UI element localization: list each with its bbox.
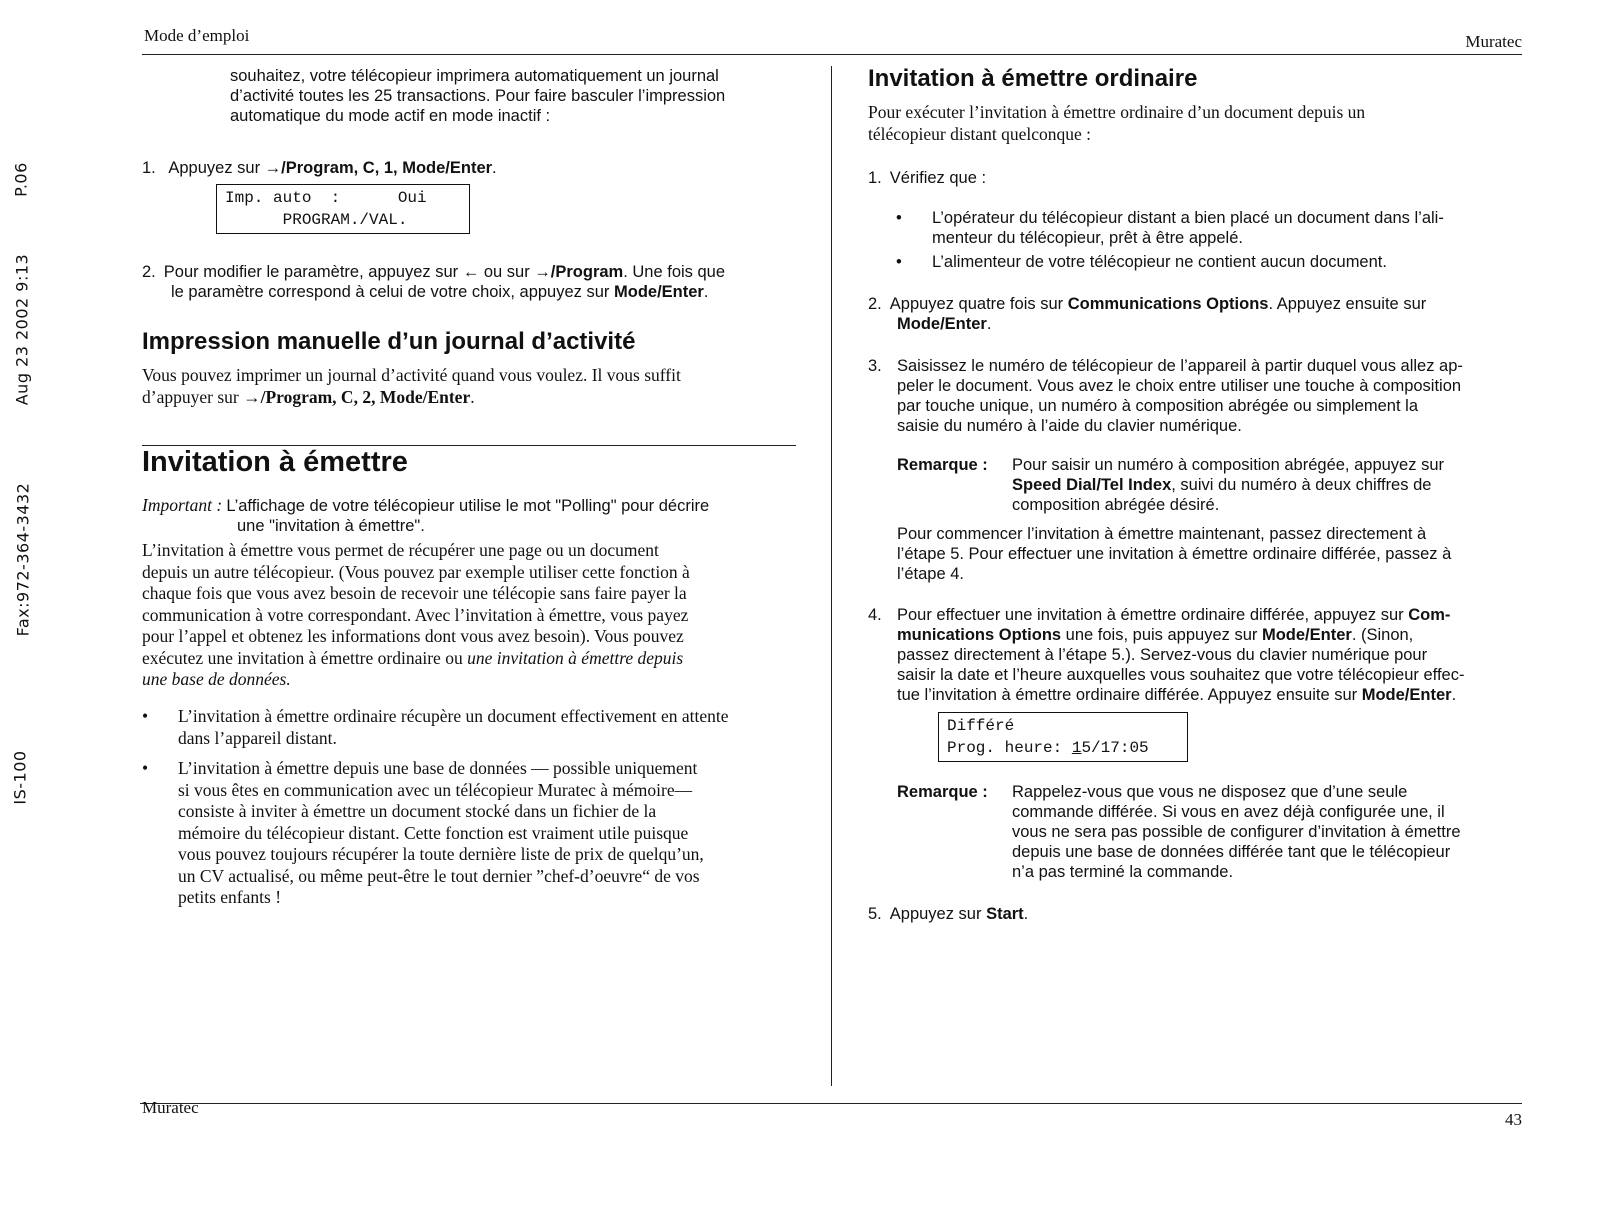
r-step-5: 5. Appuyez sur Start. (868, 905, 1029, 923)
column-separator (831, 66, 832, 1086)
lcd-display-auto-print: Imp. auto : Oui PROGRAM./VAL. (216, 184, 470, 234)
page-number: 43 (1505, 1110, 1522, 1129)
note-delayed-command: Remarque : Rappelez-vous que vous ne disposez que d’une seule commande différée. Si vous en avez déjà configurée une, il vous ne sera pas possible de configurer d’invitation à émettre depuis une base de données différée tant que le télécopieur n’a pas terminé la commande. (897, 783, 1461, 881)
ordinary-polling-intro: Pour exécuter l’invitation à émettre ordinaire d’un document depuis un télécopieur distant quelconque : (868, 102, 1366, 144)
manual-print-paragraph: Vous pouvez imprimer un journal d’activité quand vous voulez. Il vous suffit d’appuyer sur →/Program, C, 2, Mode/Enter. (142, 365, 681, 407)
r-step-3: 3. Saisissez le numéro de télécopieur de l’appareil à partir duquel vous allez ap- peler le document. Vous avez le choix entre utiliser une touche à composition par touche unique, un numéro à composition abrégée ou simplement la saisie du numéro à l’aide du clavier numérique. (868, 357, 1463, 435)
footer-rule (140, 1103, 1522, 1104)
polling-paragraph: L’invitation à émettre vous permet de récupérer une page ou un document depuis un autre télécopieur. (Vous pouvez par exemple utiliser cette fonction à chaque fois que vous avez besoin de recevoir une télécopie sans faire payer la communication à votre correspondant. Avec l’invitation à émettre, vous payez pour l’appel et obtenez les informations dont vous avez besoin). Vous pouvez exécutez une invitation à émettre ordinaire ou une invitation à émettre depuis une base de données. (142, 540, 690, 689)
section-heading-polling: Invitation à émettre (142, 446, 408, 478)
lcd-cursor: 1 (1071, 739, 1082, 757)
bullet-dot: • (896, 209, 902, 227)
bullet-ordinary-polling: • L’invitation à émettre ordinaire récupère un document effectivement en attente dans l’appareil distant. (142, 706, 729, 748)
r-step-1: 1. Vérifiez que : (868, 169, 987, 187)
step-2: 2. Pour modifier le paramètre, appuyez sur ← ou sur →/Program. Une fois que le paramètre correspond à celui de votre choix, appuyez sur Mode/Enter. (142, 263, 726, 301)
intro-paragraph: souhaitez, votre télécopieur imprimera automatiquement un journal d’activité toutes les 25 transactions. Pour faire basculer l’impression automatique du mode actif en mode inactif : (230, 67, 726, 125)
lcd-display-delayed: Différé Prog. heure: 15/17:05 (938, 712, 1188, 762)
fax-date-stamp: Aug 23 2002 9:13 (12, 253, 32, 406)
note-speed-dial: Remarque : Pour saisir un numéro à composition abrégée, appuyez sur Speed Dial/Tel Index, suivi du numéro à deux chiffres de composition abrégée désiré. (897, 456, 1444, 514)
section-heading-ordinary-polling: Invitation à émettre ordinaire (868, 65, 1198, 92)
bullet-dot: • (896, 253, 902, 271)
running-header-right: Muratec (1465, 32, 1522, 51)
bullet-database-polling: • L’invitation à émettre depuis une base de données — possible uniquement si vous êtes en communication avec un télécopieur Muratec à mémoire— consiste à inviter à émettre un document stocké dans un fichier de la mémoire du télécopieur distant. Cette fonction est vraiment utile puisque vous pouvez toujours récupérer la toute dernière liste de prix de quelqu’un, un CV actualisé, ou même peut-être le tout dernier ”chef-d’oeuvre“ de vos petits enfants ! (142, 758, 704, 907)
running-header-left: Mode d’emploi (144, 26, 250, 45)
header-rule (142, 54, 1522, 55)
important-note: Important : L’affichage de votre télécopieur utilise le mot "Polling" pour décrire une "invitation à émettre". (142, 495, 710, 535)
r-bullet-1: • L’opérateur du télécopieur distant a bien placé un document dans l’ali- menteur du télécopieur, prêt à être appelé. (896, 209, 1444, 247)
r-bullet-2: • L’alimenteur de votre télécopieur ne contient aucun document. (896, 253, 1387, 271)
r-step-2: 2. Appuyez quatre fois sur Communications Options. Appuyez ensuite sur Mode/Enter. (868, 295, 1427, 333)
fax-number-stamp: Fax:972-364-3432 (13, 482, 33, 637)
section-heading-manual-print: Impression manuelle d’un journal d’activité (142, 328, 636, 355)
bullet-dot: • (142, 706, 149, 726)
fax-id-stamp: IS-100 (10, 750, 30, 805)
bullet-dot: • (142, 758, 149, 778)
step-3-continuation: Pour commencer l’invitation à émettre maintenant, passez directement à l’étape 5. Pour effectuer une invitation à émettre ordinaire différée, passez à l’étape 4. (897, 525, 1452, 583)
r-step-4: 4. Pour effectuer une invitation à émettre ordinaire différée, appuyez sur Com- munications Options une fois, puis appuyez sur Mode/Enter. (Sinon, passez directement à l’étape 5.). Servez-vous du clavier numérique pour saisir la date et l’heure auxquelles vous souhaitez que votre télécopieur effec- tue l’invitation à émettre ordinaire différée. Appuyez ensuite sur Mode/Enter. (868, 606, 1465, 704)
fax-page-stamp: P.06 (11, 162, 31, 197)
running-footer-left: Muratec (142, 1098, 199, 1117)
step-1: 1. Appuyez sur →/Program, C, 1, Mode/Enter. (142, 159, 497, 177)
